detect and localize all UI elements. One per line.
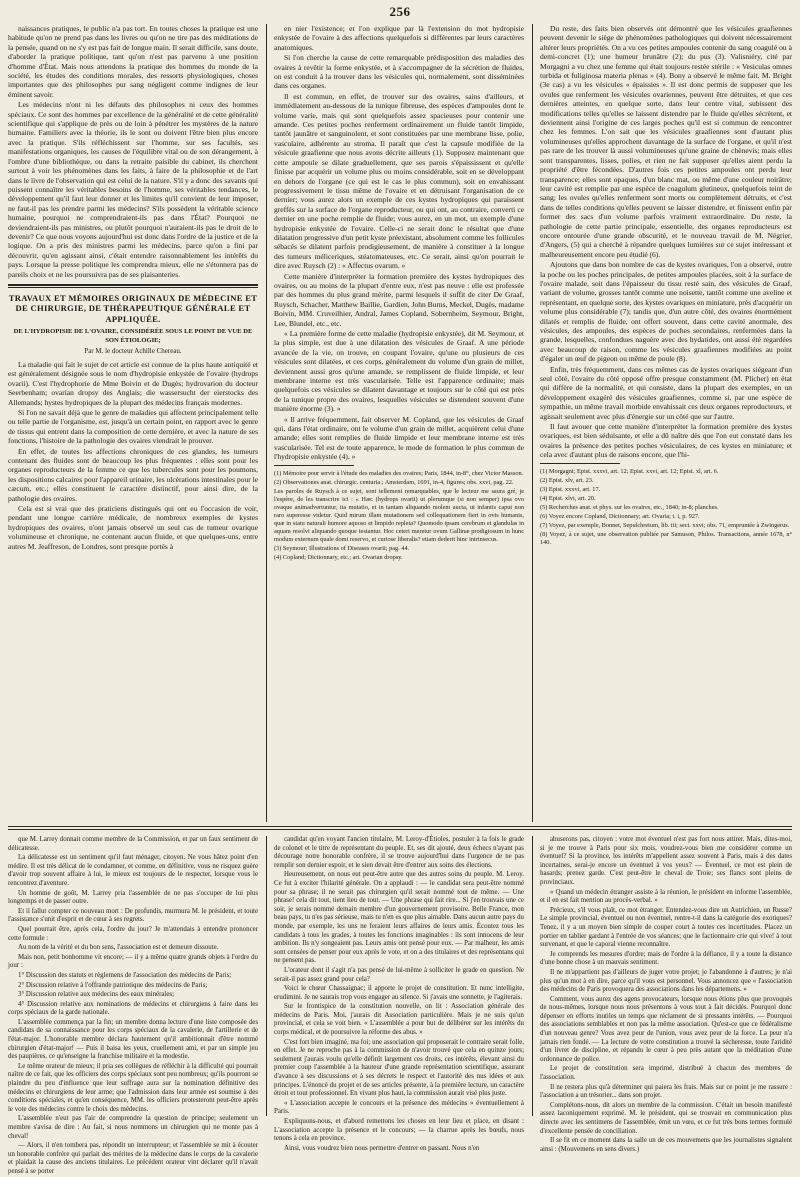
paragraph: Enfin, très fréquemment, dans ces mêmes cas de kystes ovariques siégeant d'un seul côté, l'ovaire du côté opposé offre presque constamment (M. Plicher) en état qui diffère de la normalité, et qui consiste, dans la plupart des exemples, en un développement exagéré des vésicules graafiennes, comme si, par une espèce de sympathie, un même travail morbide envahissait ces deux organes reproducteurs, et agissait seulement avec plus d'énergie sur un côté que sur l'autre. bbox=[540, 364, 792, 421]
paragraph: Le projet de constitution sera imprimé, distribué à chacun des membres de l'association. bbox=[540, 1065, 792, 1082]
paragraph: La maladie qui fait le sujet de cet article est connue de la plus haute antiquité et est généralement désignée sous le nom d'hydropisie enkystée de l'ovaire (hydrops ovarii). C'est l'hydrophorie de Mme Boivin et de Dugès; hydrovarion du docteur Seerbenham; ovarian dropsy des Anglais; die wassersucht der eierstocks des Allemands; hystes hydropiques de la plupart des médecins français modernes. bbox=[8, 359, 258, 407]
paragraph: Les médecins n'ont ni les défauts des philosophes ni ceux des hommes spéciaux. Ce sont des hommes par excellence de la généralité et de cette généralité scientifique qui s'applique de près ou de loin à pénétrer les mystères de la nature humaine. Familiers avec la théorie, ils le sont ou doivent l'être bien plus encore avec la pratique. S'ils réfléchissent sur l'homme, sur ses facultés, ses manifestations organiques, les causes de l'équilibre vital ou de son dérangement, à l'ombre d'une bibliothèque, ou dans la retraite paisible du cabinet, ils cherchent surtout à voir les phénomènes dans les faits, à faire de la philosophie et de l'art dans le livre de l'observation qui est celui de la nature. S'il y a donc des savants qui puissent connaître les véritables besoins de l'homme, ses véritables tendances, le développement qu'il faut leur donner et les limites qu'il convient de leur imposer, ne faut-il pas les prendre parmi les médecins? S'ils possèdent la véritable science humaine, pourquoi ne comprendraient-ils pas dans l'État? Pourquoi ne deviendraient-ils pas ministres, ou plutôt pourquoi n'auraient-ils pas le droit de le devenir? Ce que nous voyons aujourd'hui est donc dans l'ordre de la justice et de la logique. On a pris des ministres parmi les médecins, parce qu'on a fini par découvrir, qu'en agissant ainsi, c'était entendre raisonnablement les intérêts du pays. Lorsque la presse politique les comprendra mieux, elle ne s'étonnera pas de pareils choix et ne les poursuivra pas de ses plaisanteries. bbox=[8, 100, 258, 279]
paragraph: Il se fit en ce moment dans la salle un de ces mouvemens que les journalistes signalent ainsi : (Mouvemens en sens divers.) bbox=[540, 1137, 792, 1153]
paragraph: Il est commun, en effet, de trouver sur des ovaires, sains d'ailleurs, et immédiatement au-dessous de la tunique fibreuse, des espèces d'ampoules dont le volume varie, mais qui sont quelquefois assez spacieuses pour contenir une amande. Ces petites poches renferment ordinairement un fluide tantôt limpide, tantôt jaunâtre et sanguinolent, et sont constituées par une membrane lisse, polie, vasculaire, adhérente au stroma. Il paraît que c'est la capsule modifiée de la vésicule graafienne que nous avons décrite ailleurs (1). Supposez maintenant que cette ampoule se dilate graduellement, que ses parois s'épaississent et qu'elle finisse par acquérir un volume plus ou moins considérable, soit en se développant en dehors de l'organe (ce qui est le cas le plus commun), soit en envahissant progressivement le tissu même de l'ovaire et en détruisant l'organisation de ce dernier; vous aurez alors un exemple de ces kystes hydropiques qui paraissent greffés sur la surface de l'organe reproducteur, ou qui ont, au contraire, converti ce dernier en une poche remplie de fluide; vous aurez, en un mot, un exemple d'une hydropisie enkystée de l'ovaire. Celle-ci ne serait donc le résultat que d'une dilatation progressive d'un petit kyste préexistant, absolument comme les follicules sébacés se dilatent parfois prodigieusement, de manière à constituer à la longue des tumeurs méliceriques, stéatomateuses, etc. Ce serait, ainsi qu'on pourrait le dire avec Ruysch (2) : « Affectus ovarum. » bbox=[274, 91, 524, 271]
paragraph: Comment, vous aurez des agens provocateurs, lorsque nous étions plus que provoqués de nous-mêmes, lorsque nous nous présentons à vous tout à fait décidés. Pourquoi donc dépenser en efforts inutiles un temps que réclament de si pressants intérêts. — Pourquoi des associations semblables et non pas la même association. Qu'est-ce que ce fédéralisme d'un nouveau genre? Vous avez peur de l'union, vous avez peur de la force. La peur n'a jamais rien fondé. — La lecture de votre constitution a trouvé la sécheresse, toute l'aridité d'un livret de discipline, et répandu le cœur à peu près autant que la méditation d'une ordonnance de police. bbox=[540, 995, 792, 1063]
footnote: (2) Observationes anat. chirurgic. centuria.; Amsterdam, 1691, in-4, figures; obs. xxvi, pag. 22. bbox=[274, 478, 514, 486]
paragraph: Si l'on cherche la cause de cette remarquable prédisposition des maladies des ovaires à revêtir la forme enkystée, et à s'accompagner de la sécrétion de fluides, on est conduit à la trouver dans les vésicules qui, normalement, sont disséminées dans ces organes. bbox=[274, 53, 524, 91]
footnote: (2) Epist. xlv, art. 23. bbox=[540, 476, 594, 484]
paragraph: Si l'on ne savait déjà que le genre de maladies qui affectent principalement telle ou telle partie de l'organisme, est, jusqu'à un certain point, en rapport avec le genre de tissus qui entrent dans la composition de cette dernière, et avec la nature de ses fonctions, l'histoire de la pathologie des ovaires viendrait le prouver. bbox=[8, 407, 258, 446]
paragraph: Il ne m'appartient pas d'ailleurs de juger votre projet; je l'abandonne à d'autres; je n'ai plus qu'un mot à en dire, parce qu'il vous est personnel. Vous annoncez que « l'association des médecins de Paris provoquera des associations dans les départemens. » bbox=[540, 968, 792, 994]
paragraph: Je comprends les mesures d'ordre; mais de l'ordre à la défiance, il y a toute la distance d'une bonne chose à un mauvais sentiment. bbox=[540, 950, 792, 967]
column-rule bbox=[532, 24, 533, 822]
paragraph: candidat qu'en voyant l'ancien titulaire, M. Leroy-d'Étioles, postuler à la fois le grade de colonel et le titre de représentant du peuple. Et, ses dit ajouté, deux échecs n'ayant pas décourage notre honorable confrère, il se trouve aujourd'hui dans l'urgence de ne pas remplir son dernier espoir, et le sien devait être d'entrer aux soins des élections. bbox=[274, 836, 524, 869]
paragraph: Heureusement, on nous eut peut-être autre que des autres soins du peuple. M. Leroy. Ce fut à exciter l'hilarité générale. On a applaudi : — le candidat sera peut-être nommé pour sa phrase; il ne serait pas chirurgien qu'il serait nommé tout de même. — Une phrase! cela dit tout, tient lieu de tout. — Une phrase qui fait rire... Si j'en trouvais une ce soir, je serais nommé demain membre d'un gouvernement provisoire. Belle France, mon beau pays, tu n'es pas sérieuse, mais tu n'en es que plus aimable. Dans aucun autre pays du monde, par exemple, les uns ne feraient leurs affaires de leurs amis. Écoutez tous les candidats à tous les grades, à toutes les fonctions imaginables : ils sont innocens de leur ambition. Ils n'y songeaient pas. Leurs amis ont pensé pour eux. — Par malheur, les amis sont censées de penser pour eux après le vote, et on a des titulaires et des représentans qui ne pensent pas. bbox=[274, 871, 524, 965]
footnote: (4) Epist. xlvi, art. 20. bbox=[540, 494, 596, 502]
footnote-rule bbox=[540, 463, 620, 464]
top-column-1 bbox=[8, 24, 258, 820]
section-divider-thin bbox=[8, 287, 258, 288]
footnote: (6) Voyez encore Copland, Dictionnary; art. Ovaria; t. i, p. 927. bbox=[540, 512, 700, 520]
paragraph: — Alors, il n'en tombera pas, répondit un interrupteur; et l'assemblée se mit à écouter un honorable confrère qui parlait des mérites de la médecine dans le corps de la cavalerie et plaidait la cause des anciens titulaires. Le précédent orateur vint déclarer qu'il n'avait pensé à se porter bbox=[8, 1142, 258, 1175]
paragraph: abuserons pas, citoyen : votre mot éventuel n'est pas fort nous attirer. Mais, dites-moi, si je me trouve à Paris pour six mois, voudrez-vous bien me considérer comme un éventuel? Si la province, les intérêts m'appellent assez souvent à Paris, mais à des dates incertaines, serai-je encore un éventuel à vos yeux? — Éventuel, ce mot est plein de hasards; prenez garde. C'est peut-être le cheval de Troie; ses flancs sont pleins de provinciaux. bbox=[540, 836, 792, 886]
paragraph: C'est fort bien imaginé, ma foi; une association qui proposerait le contraire serait folle, en effet. Je ne reproche pas à la commission de n'avoir trouvé que cela en quinze jours; seulement j'aurais voulu qu'elle définît largement ces droits, ces intérêts, élevant ainsi du premier coup l'assemblée à la hauteur d'une grande représentation scientifique, assurant d'avance à ses discussions et à ses décrets le respect et l'autorité des nus idées et aux principes. L'énoncé du projet et de ses articles présente, à la première lecture, un caractère étroit et tout professionnel. En vivant plus haut, la commission aurait visé plus juste. bbox=[274, 1038, 524, 1098]
paragraph: 3° Discussion relative aux médecins des eaux minérales; bbox=[18, 991, 175, 999]
paragraph: Expliquons-nous, et d'abord remettons les choses en leur lieu et place, en disant : L'association accepte la présence et le concours; — la charrue après les bœufs, nous tenons à cela en province. bbox=[274, 1118, 524, 1143]
footnote: (4) Copland; Dictionnary, etc.; art. Ovarian dropsy. bbox=[274, 553, 403, 561]
paragraph: Cette manière d'interpréter la formation première des kystes hydropiques des ovaires, ou au moins de la plupart d'entre eux, n'est pas neuve : elle est professée par des hommes du plus grand mérite, parmi lesquels il suffit de citer De Graaf, Ruysch, Schacher, Matthew Baillie, Gardien, John Burns, Meckel, Dugès, madame Boivin, MM. Cruveilhier, Andral, James Copland, Sobernheim, Seymour, Bright, Lee, Blundel, etc., etc. bbox=[274, 271, 524, 328]
paragraph: Au nom de la vérité et du bon sens, l'association est et demeure dissoute. bbox=[18, 944, 219, 952]
section-title: TRAVAUX ET MÉMOIRES ORIGINAUX DE MÉDECINE ET DE CHIRURGIE, DE THÉRAPEUTIQUE GÉNÉRALE ET APPLIQUÉE. bbox=[8, 292, 258, 324]
paragraph: L'assemblée commença par la fin; un membre donna lecture d'une liste composée des candidats de sa connaissance pour les corps spéciaux de la cavalerie, de l'artillerie et de l'état-major. L'honorable membre déclara hautement qu'il ambitionnait d'être nommé chirurgien d'état-major! — Puis il baisa les yeux, cruellement ami, et par un simple jeu des paupières, ce qu'enseigne la franchise militaire et la modestie. bbox=[8, 1018, 258, 1061]
top-column-2 bbox=[274, 24, 524, 820]
paragraph: Sur le frontispice de la constitution nouvelle, on lit : Association générale des médecins de Paris. Moi, j'aurais dit Association particulière. Mais je ne suis qu'un provincial, et cela se voit bien. « L'assemblée a pour but de délibérer sur les intérêts du corps médical, et de poursuivre la réforme des abus. » bbox=[274, 1003, 524, 1037]
article-title: DE L'HYDROPISIE DE L'OVAIRE, CONSIDÉRÉE SOUS LE POINT DE VUE DE SON ÉTIOLOGIE; bbox=[13, 328, 253, 344]
paragraph: que M. Larrey donnait comme membre de la Commission, et par un faux sentiment de délicatesse. bbox=[8, 836, 258, 852]
top-column-3 bbox=[540, 24, 792, 820]
footnote: (1) Morgagni; Epist. xxxvi, art. 12; Epist. xxvi, art. 12; Epist. xl, art. 6. bbox=[540, 467, 719, 475]
column-rule bbox=[266, 836, 267, 1116]
paragraph: Mais non, petit bonhomme vit encore; — il y a même quatre grands objets à l'ordre du jour : bbox=[8, 953, 258, 970]
article-byline: Par M. le docteur Achille Chereau. bbox=[84, 347, 182, 356]
paragraph: naissances pratiques, le public n'a pas tort. En toutes choses la pratique est une habitude qu'on ne prend pas dans les livres ou qu'on ne tire pas des méditations de la pensée, quand on ne s'y est pas fait de longue main. Il serait difficile, sans doute, d'aborder la pratique politique, tant qu'on n'est pas parvenu à une position d'homme d'État. Mais nous attendons la pratique des hommes du monde de la société, les études des conditions morales, des ressorts physiologiques, choses importantes que des philosophes pur sang négligent comme indignes de leur éminent savoir. bbox=[8, 24, 258, 99]
paragraph: 2° Discussion relative à l'offrande patriotique des médecins de Paris; bbox=[18, 981, 208, 989]
paragraph: Voici le chœur Chassaignac; il apporte le projet de constitution. Et nunc intelligite, erudimini. Je ne saurais trop vous engager au silence. Si j'avais une sonnette, je l'agiterais. bbox=[274, 985, 524, 1001]
paragraph: 1° Discussion des statuts et règlemens de l'association des médecins de Paris; bbox=[18, 971, 232, 979]
paragraph: Précieux, s'il vous plaît, ce mot étranger. Entendez-vous dire un Autrichien, un Russe? Le simple provincial, éventuel ou non éventuel, rentre-t-il dans la catégorie des exotiques? Tenez, il y a un moyen bien simple de couper court à toutes ces incertitudes. Placez un portier en tablier gardant à l'entrée de vos séances; que le factionnaire crie qui vive! à tout survenant, et que le caporal vienne reconnaître. bbox=[540, 906, 792, 949]
footnote: (5) Recherches anat. et phys. sur les ovaires, etc., 1840; in-8; planches. bbox=[540, 503, 719, 511]
paragraph: Et il fallut compter ce nouveau mort : De profundis, murmura M. le président, et toute l'assistance s'unit d'esprit et de cœur à ses regrets. bbox=[8, 907, 258, 924]
paragraph: Ajoutons que dans bon nombre de cas de kystes ovariques, l'on a observé, outre la poche ou les poches principales, de petites ampoules placées, soit à la surface de l'ovaire malade, soit dans l'épaisseur du tissu resté sain, des vésicules de Graaf, variant de volume, grosses tantôt comme une noisette, tantôt comme une aveline et représentant, en quelque sorte, des kystes ovariques en miniature, près d'acquérir un volume plus considérable (7); tandis que, d'un autre côté, des ovaires énormément dilatés et remplis de fluide, ont offert souvent, dans cette cavité anormale, des vésicules, des ampoules, des espèces de poches secondaires, renfermées dans la grande, lesquelles, confondues naguère avec des hydatides, ont aussi été regardées avec beaucoup de raison, comme les vésicules graafiennes modifiées au point d'égaler un œuf de pigeon ou même de poule (8). bbox=[540, 260, 792, 364]
paragraph: Du reste, des faits bien observés ont démontré que les vésicules graafiennes peuvent devenir le siège de phénomènes pathologiques qui doivent nécessairement altérer leurs propriétés. On a vu ces petites ampoules contenir du sang coagulé ou à demi-concret (1); une humeur brunâtre (2); du pus (3). Valisniéry, cité par Morgagni a vu chez une femme qui était toujours restée stérile : « Vesiculas omnes turbida et fuliginosa materia plenas » (4). Bony a observé le même fait. M. Bright (3e cas) a vu les vésicules « épaissies ». Il est donc permis de supposer que les ovules que renferment les vésicules ovariennes, peuvent être détruites, et que ces dernières atteintes, en quelque sorte, dans leur centre vital, subissent des modifications telles qu'elles se laissent distendre par le fluide qu'elles sécrètent, et deviennent ainsi l'origine de ces larges poches qu'il est si commun de rencontrer chez les femmes. L'on sait que les vésicules graafiennes sont d'autant plus volumineuses qu'elles approchent davantage de la surface de l'organe, et qu'il n'est pas rare de les trouver là aussi volumineuses qu'une graine de chènevis; mais elles sont transparentes, lisses, polies, et rien ne fait supposer qu'elles aient perdu la propriété d'être fécondées. D'autres fois ces petites ampoules ont perdu leur transparence; elles sont opaques, d'un blanc mat, ou même d'une couleur noirâtre; leur cavité est remplie par une espèce de coagulum glutineux, quelquefois teint de sang; les ovules qu'elles renferment sont morts ou complètement détruits, et c'est dans de telles conditions qu'elles peuvent se laisser distendre, et finissent enfin par former des sacs d'un volume parfois vraiment extraordinaire. Du reste, la pathologie de cette partie principale, essentielle, des organes reproducteurs est encore entourée d'une grande obscurité, et le nouveau travail de M. Négrier, d'Angers, (5) qui a cherché à répandre quelques lumières sur ce sujet intéressant et malheureusement encore peu étudié (6). bbox=[540, 24, 792, 259]
footnotes bbox=[540, 468, 792, 547]
section-divider bbox=[8, 284, 258, 286]
page-number: 256 bbox=[389, 4, 411, 19]
footnotes bbox=[274, 470, 524, 562]
footnote: (1) Mémoire pour servir à l'étude des maladies des ovaires; Paris, 1844, in-8°, chez Victor Masson. bbox=[274, 469, 524, 477]
column-rule bbox=[532, 836, 533, 1116]
col1-intro-text bbox=[8, 24, 258, 279]
footnote-rule bbox=[274, 465, 354, 466]
bottom-column-3 bbox=[540, 836, 792, 1153]
paragraph: Quel pourrait être, après cela, l'ordre du jour? Je m'attendais à entendre prononcer cette formule : bbox=[8, 925, 258, 942]
paragraph: En effet, de toutes les affections chroniques de ces glandes, les tumeurs contenant des fluides sont de beaucoup les plus fréquentes : elles sont pour les organes reproducteurs de la femme ce que les tubercules sont pour les poumons, les dispositions calcaires pour l'appareil urinaire, les ulcérations intestinales pour le cæcum, etc.; elles constituent le caractère distinctif, pour ainsi dire, de la pathologie des ovaires. bbox=[8, 446, 258, 503]
feuilleton-divider-second bbox=[8, 829, 792, 830]
paragraph: Complétons-nous, dit alors un membre de la commission. C'était un besoin manifesté assez laconiquement exprimé. M. le président, qui se trouvait en communication plus directe avec les sentimens de l'assemblée, émit un vœu, et ce fut très bons termes formulé d'excellente pensée de conciliation. bbox=[540, 1101, 792, 1135]
paragraph: L'assemblée n'eut pas l'air de comprendre la question de principe; seulement un membre s'avisa de dire : Au fait, si nous nommons un chirurgien qui ne monte pas à cheval! bbox=[8, 1115, 258, 1140]
paragraph: en nier l'existence; et l'on explique par là l'extension du mot hydropisie enkystée de l'ovaire à des affections quelquefois si différentes par leurs caractères anatomiques. bbox=[274, 24, 524, 52]
paragraph: Il ne restera plus qu'à déterminer qui paiera les frais. Mais sur ce point je me rassure : l'association a un trésorier... dans son projet. bbox=[540, 1083, 792, 1100]
footnote: (8) Voyez, à ce sujet, une observation publiée par Samuson, Philos. Transactions, année 1678, n° 140. bbox=[540, 530, 792, 546]
paragraph: Cela est si vrai que des praticiens distingués qui ont eu l'occasion de voir, pendant une longue carrière médicale, de nombreux exemples de kystes hydropiques des ovaires, n'ont jamais observé un seul cas de tumeur ovarique volumineuse et chronique, ne contenant aucun fluide, et que quelques-uns, entre autres M. Jeaffreson, de Londres, sont presque portés à bbox=[8, 503, 258, 551]
footnote: (3) Seymour; Illustrations of Diseases ovarii; pag. 44. bbox=[274, 544, 410, 552]
paragraph: Un homme de goût, M. Larrey pria l'assemblée de ne pas s'occuper de lui plus longtemps et de passer outre. bbox=[8, 889, 258, 906]
feuilleton-divider bbox=[8, 826, 792, 827]
paragraph: Il faut avouer que cette manière d'interpréter la formation première des kystes ovariques, est bien séduisante, et elle a dû naître dès que l'on eut constaté dans les ovaires la présence des petites poches vésiculaires, de ces kystes en miniature; et cela avec d'autant plus de raisons encore, que l'hi- bbox=[540, 422, 792, 460]
footnote: (3) Epist. xxxvi, art. 17. bbox=[540, 485, 601, 493]
bottom-column-1 bbox=[8, 836, 258, 1175]
paragraph: « La première forme de cette maladie (hydropisie enkystée), dit M. Seymour, et la plus simple, est due à une dilatation des vésicules de Graaf. A une période avancée de la vie, on trouve, en coupant l'ovaire, qu'une ou plusieurs de ces vésicules sont dilatées, et ces corps, généralement du volume d'un grain de millet, deviennent aussi gros qu'une amande, se remplissent de fluide limpide, et leur membrane interne est très vascularisée. Telle est l'apparence ordinaire; mais quelquefois ces vésicules se dilatent davantage et toujours sur le côté qui est près de la tunique propre des ovaires, lesquelles vésicules se distendent souvent d'une manière énorme (3). » bbox=[274, 329, 524, 414]
paragraph: Le même orateur de mieux; il pria ses collègues de réfléchir à la difficulté qui pourrait naître de ce fait, que les officiers des corps spéciaux sont peu nombreux; qu'ils pourront se plaindre du peu d'influence que leur suffrage aura sur la nomination définitive des médecins et chirurgiens de leur arme; que l'admission dans leur armée est soumise à des conditions spéciales, et qu'en conséquence, MM. les officiers protesteront peut-être après le vote des médecins contre le choix des médecins. bbox=[8, 1062, 258, 1113]
footnote: Les paroles de Ruysch à ce sujet, sont tellement remarquables, que le lecteur me saura gré, je l'espère, de les transcrire ici : « Hæc (hydrops ovarii) ut plerumque (si non semper) ipsa ovo ovaque animadvertuntur, ita mutatio, et in tantam aliquando molem aucta, ut infantis caput non raro superesse videtur. Quid mirum illam mutationem sed collequationem fieri in ovis humanis, quæ in statu naturali humore aquoso et limpido repleta? Quomodo ipsam cerebrum et glandulas in aquam resolvi aliquando quoque testantur. Hoc ceteri meretur ovum Gallinæ prodigiosum in hunc modum externum quale domi reservo, et curiose liberalis? etiam dederit hinc intrinsecus. bbox=[274, 487, 524, 543]
paragraph: « L'association accepte le concours et la présence des médecins » éventuellement à Paris. bbox=[274, 1099, 524, 1116]
bottom-column-2 bbox=[274, 836, 524, 1152]
article-body bbox=[8, 360, 258, 551]
footnote: (7) Voyez, par exemple, Bonnet, Sepulchretum, lib. iii; sect. xxvi; obs. 71, empruntée à Zwingerus. bbox=[540, 521, 790, 529]
paragraph: « Quand un médecin étranger assiste à la réunion, le président en informe l'assemblée, et il en est fait mention au procès-verbal. » bbox=[540, 888, 792, 905]
column-rule bbox=[266, 24, 267, 822]
paragraph: La délicatesse est un sentiment qu'il faut ménager, citoyen. Ne vous hâtez point d'en médire. Il est très délicat de le condamner, et comme, en définitive, vous ne risquez guère d'avoir trop souvent affaire à lui, le mieux est toujours de le respecter, lorsque vous le rencontrez d'aventure. bbox=[8, 854, 258, 887]
paragraph: « Il arrive fréquemment, fait observer M. Copland, que les vésicules de Graaf qui, dans l'état ordinaire, ont le volume d'un grain de millet, acquièrent celui d'une amande; elles sont remplies de fluide limpide et leur membrane interne est très vascularisée. Tel est de toute apparence, le mode de formation le plus commun de l'hydropisie enkystée (4). » bbox=[274, 414, 524, 462]
paragraph: Ainsi, vous voudrez bien nous permettre d'entrer en passant. Nous n'en bbox=[284, 1144, 480, 1152]
paragraph: 4° Discussion relative aux nominations de médecins et chirurgiens à faire dans les corps spéciaux de la garde nationale. bbox=[8, 1000, 258, 1017]
paragraph: L'orateur dont il s'agit n'a pas pensé de lui-même à solliciter le grade en question. Ne serait-il pas assez grand pour cela? bbox=[274, 966, 524, 983]
